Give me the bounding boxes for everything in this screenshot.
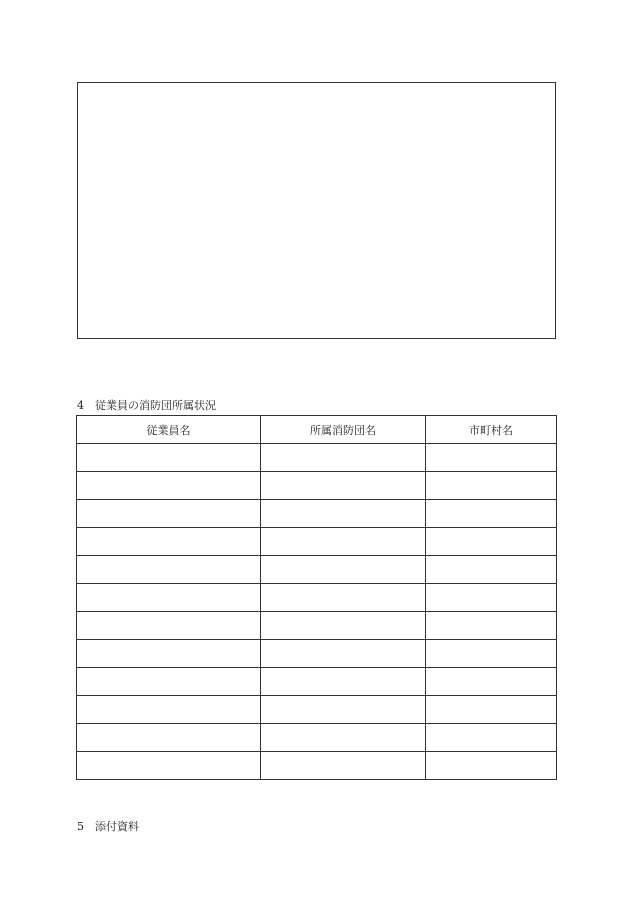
firefighter-membership-table xyxy=(76,415,557,780)
employee-name-cell[interactable] xyxy=(77,584,261,612)
employee-name-cell[interactable] xyxy=(77,444,261,472)
table-row xyxy=(77,556,557,584)
table-row xyxy=(77,528,557,556)
table-row xyxy=(77,696,557,724)
table-row xyxy=(77,584,557,612)
fire-brigade-name-cell[interactable] xyxy=(261,444,426,472)
fire-brigade-name-cell[interactable] xyxy=(261,612,426,640)
municipality-name-cell[interactable] xyxy=(426,556,557,584)
table-header-row xyxy=(77,416,557,444)
municipality-name-cell[interactable] xyxy=(426,696,557,724)
section-4-heading xyxy=(77,399,216,413)
employee-name-cell[interactable] xyxy=(77,528,261,556)
table-row xyxy=(77,472,557,500)
municipality-name-cell[interactable] xyxy=(426,752,557,780)
fire-brigade-name-cell[interactable] xyxy=(261,696,426,724)
fire-brigade-name-cell[interactable] xyxy=(261,752,426,780)
employee-name-cell[interactable] xyxy=(77,668,261,696)
table-row xyxy=(77,752,557,780)
header-municipality-name: 市町村名 xyxy=(426,416,557,444)
municipality-name-cell[interactable] xyxy=(426,500,557,528)
municipality-name-cell[interactable] xyxy=(426,640,557,668)
employee-name-cell[interactable] xyxy=(77,556,261,584)
employee-name-cell[interactable] xyxy=(77,696,261,724)
fire-brigade-name-cell[interactable] xyxy=(261,472,426,500)
municipality-name-cell[interactable] xyxy=(426,668,557,696)
section-4-number: 4 xyxy=(77,399,84,412)
table-row xyxy=(77,668,557,696)
header-employee-name: 従業員名 xyxy=(77,416,261,444)
blank-entry-box[interactable] xyxy=(77,82,556,339)
fire-brigade-name-cell[interactable] xyxy=(261,556,426,584)
employee-name-cell[interactable] xyxy=(77,472,261,500)
employee-name-cell[interactable] xyxy=(77,752,261,780)
fire-brigade-name-cell[interactable] xyxy=(261,500,426,528)
table-row xyxy=(77,444,557,472)
employee-name-cell[interactable] xyxy=(77,640,261,668)
fire-brigade-name-cell[interactable] xyxy=(261,640,426,668)
employee-name-cell[interactable] xyxy=(77,612,261,640)
fire-brigade-name-cell[interactable] xyxy=(261,668,426,696)
municipality-name-cell[interactable] xyxy=(426,444,557,472)
header-fire-brigade-name: 所属消防団名 xyxy=(261,416,426,444)
fire-brigade-name-cell[interactable] xyxy=(261,584,426,612)
municipality-name-cell[interactable] xyxy=(426,472,557,500)
fire-brigade-name-cell[interactable] xyxy=(261,724,426,752)
table-row xyxy=(77,640,557,668)
municipality-name-cell[interactable] xyxy=(426,612,557,640)
municipality-name-cell[interactable] xyxy=(426,724,557,752)
table-row xyxy=(77,724,557,752)
municipality-name-cell[interactable] xyxy=(426,584,557,612)
section-5-number: 5 xyxy=(77,820,84,833)
section-5-title: 添付資料 xyxy=(95,820,139,833)
employee-name-cell[interactable] xyxy=(77,724,261,752)
section-5-heading xyxy=(77,820,139,834)
table-row xyxy=(77,612,557,640)
fire-brigade-name-cell[interactable] xyxy=(261,528,426,556)
table-row xyxy=(77,500,557,528)
municipality-name-cell[interactable] xyxy=(426,528,557,556)
employee-name-cell[interactable] xyxy=(77,500,261,528)
section-4-title: 従業員の消防団所属状況 xyxy=(95,399,216,412)
